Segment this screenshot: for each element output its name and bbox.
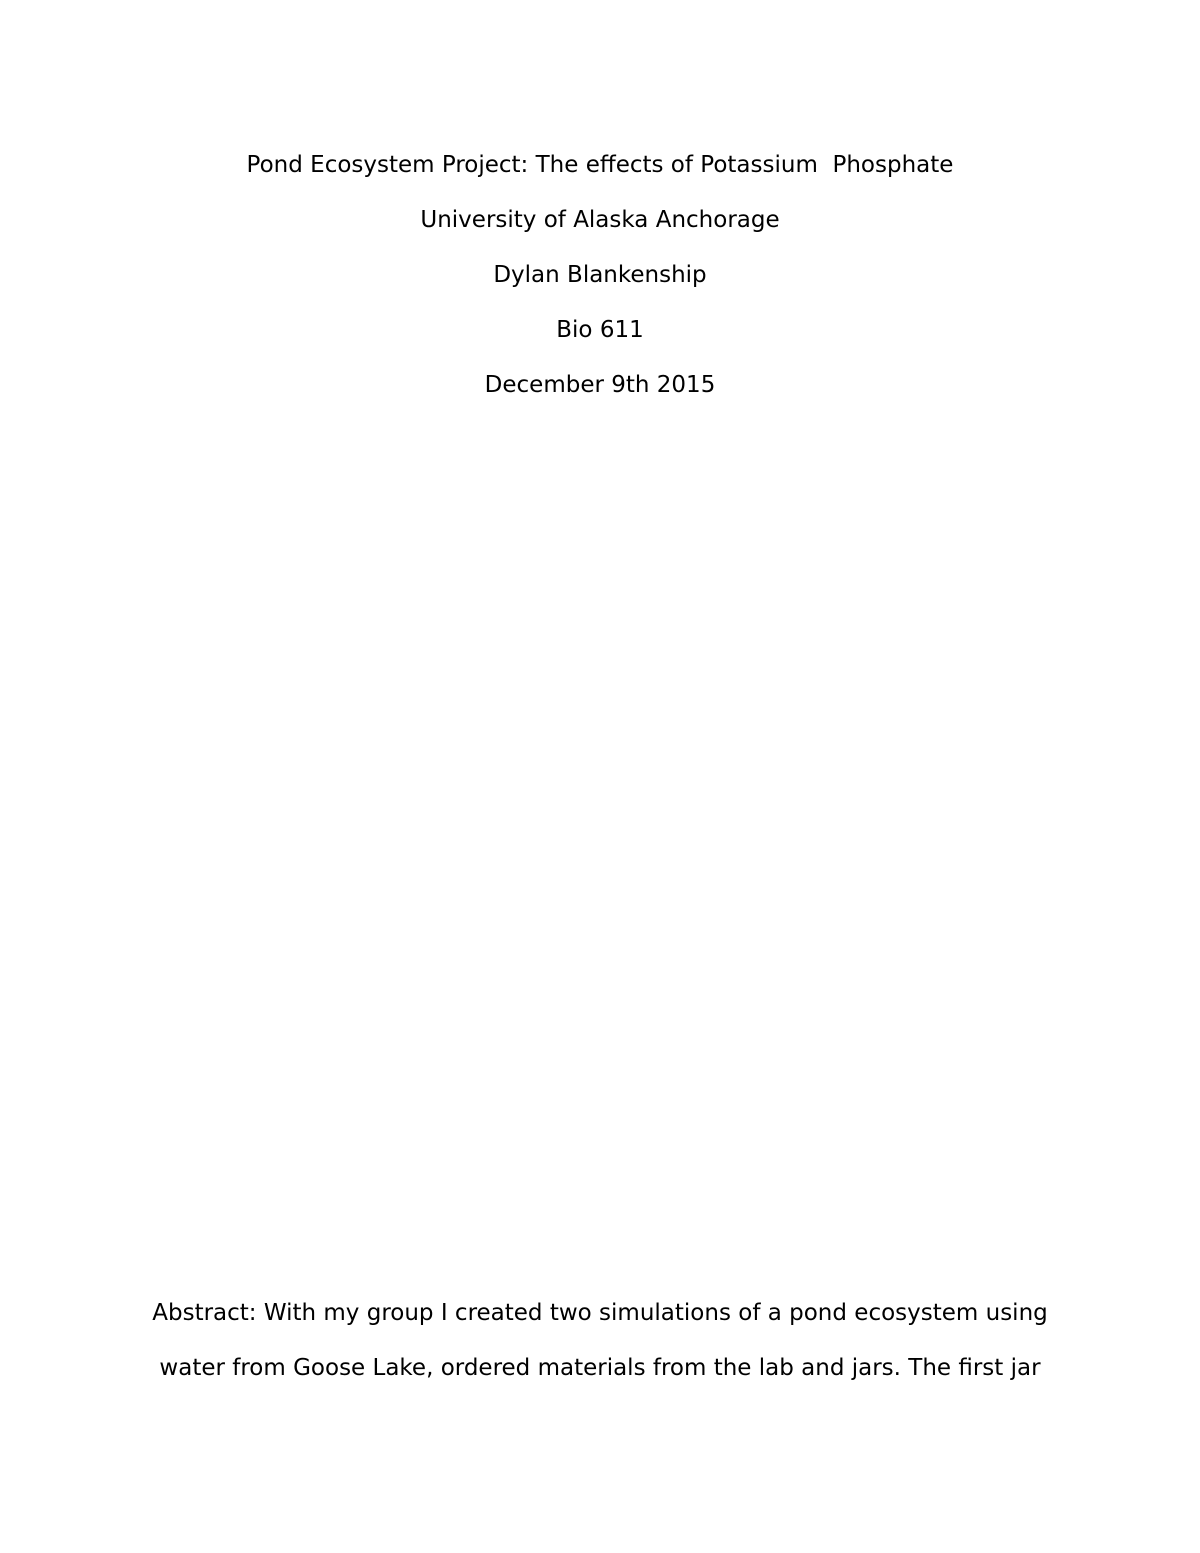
abstract-line: water from Goose Lake, ordered materials from the lab and jars. The first jar xyxy=(159,1355,1041,1381)
course-name: Bio 611 xyxy=(556,317,644,343)
abstract-paragraph xyxy=(120,1286,1080,1396)
abstract-line: Abstract: With my group I created two simulations of a pond ecosystem using xyxy=(152,1300,1048,1326)
institution: University of Alaska Anchorage xyxy=(420,207,780,233)
author-name: Dylan Blankenship xyxy=(493,262,707,288)
title-block xyxy=(0,138,1200,413)
document-title: Pond Ecosystem Project: The effects of Potassium Phosphate xyxy=(246,152,954,178)
document-date: December 9th 2015 xyxy=(484,372,716,398)
